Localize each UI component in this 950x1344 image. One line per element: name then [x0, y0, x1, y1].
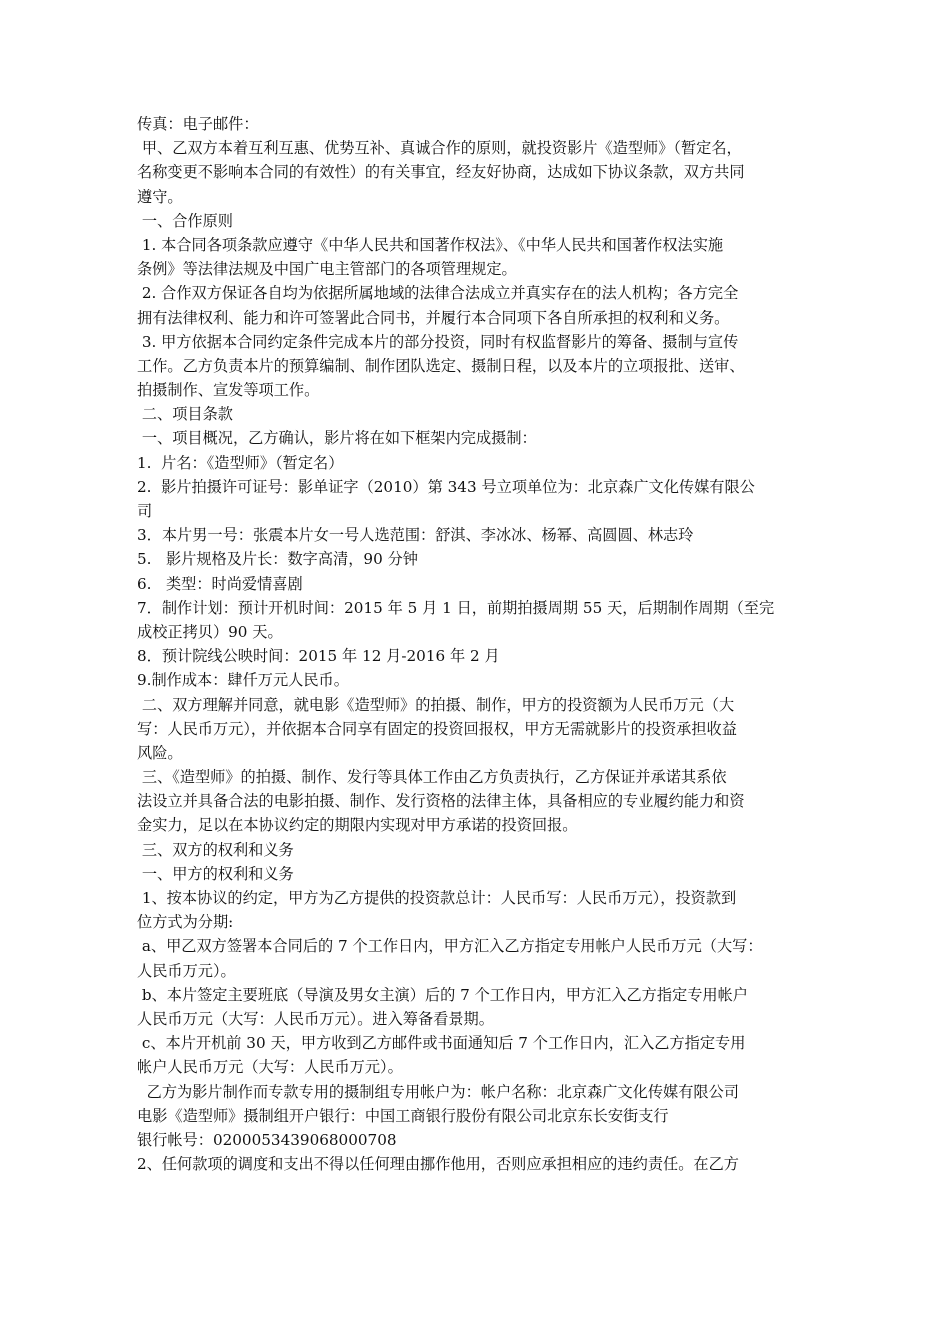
text-line: 人民币万元（大写：人民币万元）。进入筹备看景期。	[137, 1009, 494, 1028]
section-heading: 二、项目条款	[137, 405, 233, 424]
text-line: 司	[137, 502, 153, 520]
text-line: 遵守。	[137, 187, 183, 206]
list-item: 8．预计院线公映时间：2015 年 12 月-2016 年 2 月	[137, 647, 500, 666]
text-line: 帐户人民币万元（大写：人民币万元）。	[137, 1058, 403, 1077]
text-line: 银行帐号：0200053439068000708	[137, 1130, 397, 1149]
text-line: 条例》等法律法规及中国广电主管部门的各项管理规定。	[137, 260, 517, 279]
subsection-heading: 一、甲方的权利和义务	[137, 864, 294, 883]
text-line: 一、项目概况，乙方确认，影片将在如下框架内完成摄制：	[137, 429, 537, 448]
text-line: a、甲乙双方签署本合同后的 7 个工作日内，甲方汇入乙方指定专用帐户人民币万元（大写：	[137, 937, 763, 956]
list-item: 7．制作计划：预计开机时间：2015 年 5 月 1 日，前期拍摄周期 55 天，后期制作周期（至完	[137, 598, 775, 617]
text-line: 拍摄制作、宣发等项工作。	[137, 381, 320, 400]
text-line: 风险。	[137, 743, 183, 762]
text-line: 成校正拷贝）90 天。	[137, 622, 283, 641]
text-line: 2. 合作双方保证各自均为依据所属地域的法律合法成立并真实存在的法人机构；各方完全	[137, 284, 739, 303]
text-line: 1、按本协议的约定，甲方为乙方提供的投资款总计：人民币写：人民币万元），投资款到	[137, 889, 737, 907]
text-line: 位方式为分期:	[137, 913, 234, 932]
text-line: 2、任何款项的调度和支出不得以任何理由挪作他用，否则应承担相应的违约责任。在乙方	[137, 1155, 739, 1174]
text-line: 法设立并具备合法的电影拍摄、制作、发行资格的法律主体，具备相应的专业履约能力和资	[137, 792, 745, 811]
text-line: 三、《造型师》的拍摄、制作、发行等具体工作由乙方负责执行，乙方保证并承诺其系依	[137, 768, 727, 787]
text-line: 乙方为影片制作而专款专用的摄制组专用帐户为：帐户名称：北京森广文化传媒有限公司	[137, 1082, 739, 1101]
list-item: 9.制作成本：肆仟万元人民币。	[137, 671, 349, 690]
list-item: 6. 类型：时尚爱情喜剧	[137, 574, 303, 593]
text-line: 名称变更不影响本合同的有效性）的有关事宜，经友好协商，达成如下协议条款，双方共同	[137, 163, 745, 182]
text-line: 拥有法律权利、能力和许可签署此合同书，并履行本合同项下各自所承担的权利和义务。	[137, 308, 730, 327]
section-heading: 一、合作原则	[137, 211, 233, 230]
text-line: c、本片开机前 30 天，甲方收到乙方邮件或书面通知后 7 个工作日内，汇入乙方指定专用	[137, 1034, 746, 1053]
document-body	[137, 112, 829, 1176]
text-line: 1. 本合同各项条款应遵守《中华人民共和国著作权法》、《中华人民共和国著作权法实施	[137, 235, 724, 254]
text-line: 二、双方理解并同意，就电影《造型师》的拍摄、制作，甲方的投资额为人民币万元（大	[137, 695, 735, 714]
text-line: 人民币万元）。	[137, 961, 236, 980]
text-line: 3. 甲方依据本合同约定条件完成本片的部分投资，同时有权监督影片的筹备、摄制与宣传	[137, 332, 739, 351]
text-line: 工作。乙方负责本片的预算编制、制作团队选定、摄制日程，以及本片的立项报批、送审、	[137, 356, 745, 375]
section-heading: 三、双方的权利和义务	[137, 840, 294, 859]
list-item: 1. 片名：《造型师》（暂定名）	[137, 453, 344, 472]
list-item: 3．本片男一号：张震本片女一号人选范围：舒淇、李冰冰、杨幂、高圆圆、林志玲	[137, 526, 694, 545]
text-line: 甲、乙双方本着互利互惠、优势互补、真诚合作的原则，就投资影片《造型师》（暂定名，	[137, 139, 742, 158]
text-line: b、本片签定主要班底（导演及男女主演）后的 7 个工作日内，甲方汇入乙方指定专用帐户	[137, 985, 748, 1004]
text-line: 写：人民币万元），并依据本合同享有固定的投资回报权，甲方无需就影片的投资承担收益	[137, 719, 737, 738]
text-line: 金实力，足以在本协议约定的期限内实现对甲方承诺的投资回报。	[137, 816, 578, 835]
list-item: 2. 影片拍摄许可证号：影单证字（2010）第 343 号立项单位为：北京森广文化传媒有限公	[137, 477, 755, 496]
list-item: 5. 影片规格及片长：数字高清，90 分钟	[137, 550, 418, 569]
text-line: 电影《造型师》摄制组开户银行：中国工商银行股份有限公司北京东长安街支行	[137, 1106, 669, 1125]
text-line: 传真：电子邮件：	[137, 115, 259, 133]
